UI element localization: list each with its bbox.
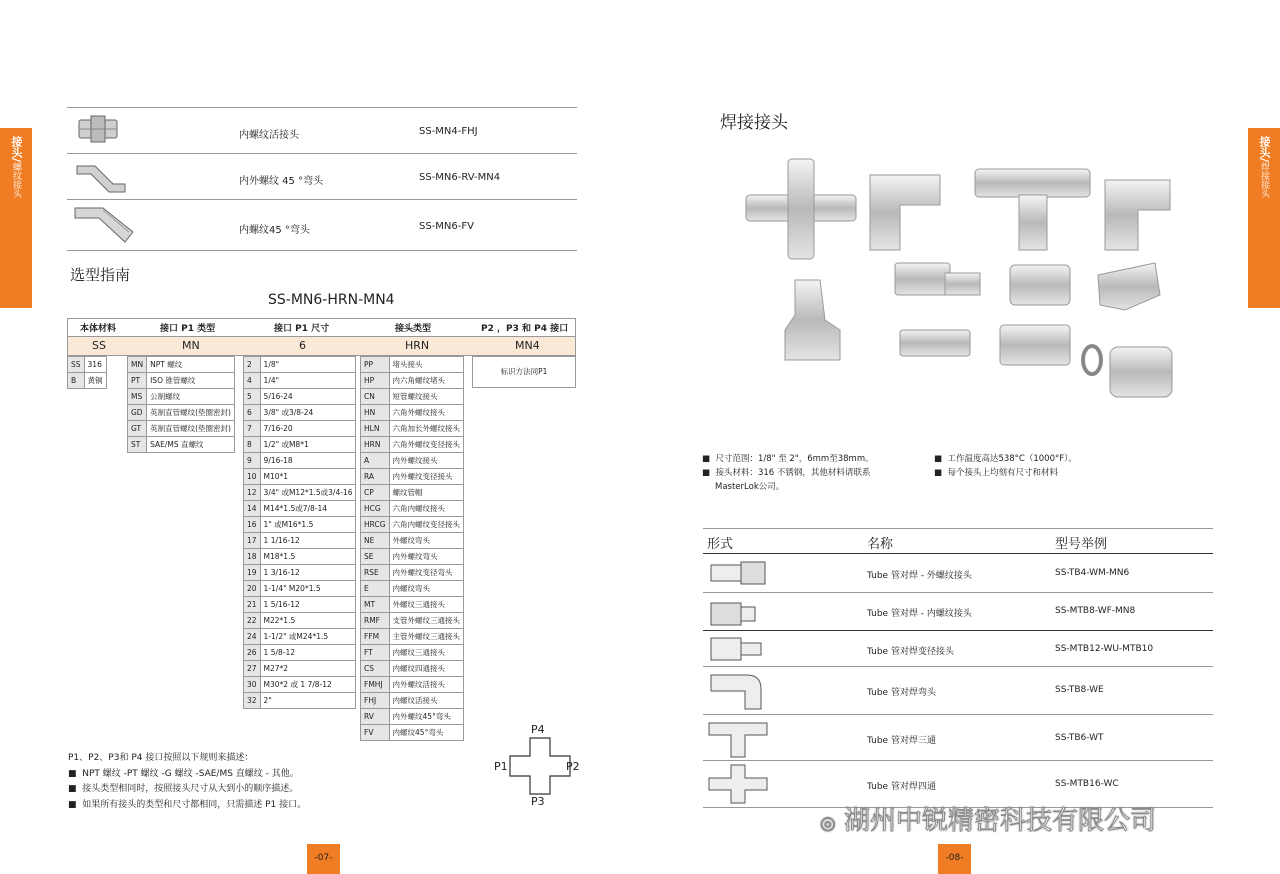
table-row xyxy=(361,501,464,517)
spec-text: 接头材料：316 不锈钢，其他材料请联系 xyxy=(715,468,871,478)
note-text: 接头类型相同时，按照接头尺寸从大到小的顺序描述。 xyxy=(82,784,299,794)
code-cell: B xyxy=(68,373,85,389)
desc-cell: 1 5/8-12 xyxy=(260,645,356,661)
tube-weld-reducer-icon xyxy=(707,635,769,663)
desc-cell: M27*2 xyxy=(260,661,356,677)
table-row xyxy=(361,421,464,437)
code-cell: GD xyxy=(128,405,147,421)
table-row xyxy=(703,666,1213,715)
desc-cell: 1 1/16-12 xyxy=(260,533,356,549)
watermark xyxy=(820,800,1156,837)
table-row xyxy=(361,677,464,693)
gasket-photo xyxy=(1083,346,1101,374)
right-page xyxy=(640,0,1280,874)
code-cell: CS xyxy=(361,661,390,677)
table-row xyxy=(244,469,356,485)
table-row xyxy=(244,693,356,709)
spec-text: MasterLok公司。 xyxy=(715,482,785,492)
table-row xyxy=(361,469,464,485)
table-row xyxy=(244,677,356,693)
desc-cell: 英制直管螺纹(垫圈密封) xyxy=(147,421,235,437)
notes-intro: P1、P2、P3和 P4 接口按照以下规则来描述： xyxy=(68,753,254,763)
side-tab-main: 接头/ xyxy=(1258,136,1271,163)
table-row xyxy=(244,549,356,565)
code-cell: PT xyxy=(128,373,147,389)
port-label-p2: P2 xyxy=(566,760,580,773)
product-name: 内螺纹45 °弯头 xyxy=(239,225,310,236)
desc-cell: 内外螺纹弯头 xyxy=(389,549,464,565)
desc-cell: 1/4" xyxy=(260,373,356,389)
table-row xyxy=(361,437,464,453)
desc-cell: 公制螺纹 xyxy=(147,389,235,405)
row-name: Tube 管对焊 - 外螺纹接头 xyxy=(867,571,972,581)
header-model: 型号举例 xyxy=(1055,537,1108,552)
row-name: Tube 管对焊弯头 xyxy=(867,688,936,698)
code-cell: HRN xyxy=(361,437,390,453)
table-row xyxy=(244,565,356,581)
code-cell: RMF xyxy=(361,613,390,629)
code-cell: RA xyxy=(361,469,390,485)
male-connector-photo xyxy=(895,263,980,295)
table-row xyxy=(128,357,235,373)
table-row xyxy=(361,693,464,709)
header-fitting-type: 接头类型 xyxy=(395,324,432,334)
product-name: 内螺纹活接头 xyxy=(239,130,299,141)
desc-cell: 316 xyxy=(84,357,106,373)
product-code: SS-MN4-FHJ xyxy=(419,126,478,137)
spec-text: 工作温度高达538°C（1000°F）。 xyxy=(947,454,1077,464)
tee-fitting-photo xyxy=(975,169,1090,250)
table-row xyxy=(361,645,464,661)
table-row xyxy=(244,485,356,501)
code-cell: 19 xyxy=(244,565,261,581)
union-fitting-icon xyxy=(73,114,123,147)
row-code: SS-MTB12-WU-MTB10 xyxy=(1055,644,1154,654)
table-row xyxy=(244,405,356,421)
tube-weld-cross-icon xyxy=(707,763,769,805)
desc-cell: 内外螺纹接头 xyxy=(389,453,464,469)
code-cell: 9 xyxy=(244,453,261,469)
desc-cell: 英制直管螺纹(垫圈密封) xyxy=(147,405,235,421)
code-cell: RSE xyxy=(361,565,390,581)
elbow-45-male-female-icon xyxy=(73,158,129,197)
code-cell: ST xyxy=(128,437,147,453)
specs-left xyxy=(702,452,874,494)
desc-cell: 堵头接头 xyxy=(389,357,464,373)
welded-fittings-title: 焊接接头 xyxy=(720,113,788,133)
code-cell: CN xyxy=(361,389,390,405)
code-cell: MT xyxy=(361,597,390,613)
side-tab-right xyxy=(1248,128,1280,308)
desc-cell: NPT 螺纹 xyxy=(147,357,235,373)
material-column xyxy=(67,356,107,389)
desc-cell: SAE/MS 直螺纹 xyxy=(147,437,235,453)
row-code: SS-TB8-WE xyxy=(1055,685,1104,695)
notes xyxy=(68,751,306,813)
side-tab-main: 接头/ xyxy=(10,136,23,163)
desc-cell: 1 5/16-12 xyxy=(260,597,356,613)
spec-text: 尺寸范围：1/8" 至 2"，6mm至38mm。 xyxy=(715,454,874,464)
example-p234: MN4 xyxy=(515,339,540,352)
product-row xyxy=(67,153,577,200)
reducer-photo xyxy=(785,280,840,360)
desc-cell: M14*1.5或7/8-14 xyxy=(260,501,356,517)
table-row xyxy=(128,437,235,453)
threaded-elbow-photo xyxy=(1105,180,1170,250)
desc-cell: 内螺纹弯头 xyxy=(389,581,464,597)
desc-cell: 9/16-18 xyxy=(260,453,356,469)
code-cell: 5 xyxy=(244,389,261,405)
nut-photo xyxy=(1110,347,1172,397)
table-row xyxy=(244,389,356,405)
row-name: Tube 管对焊四通 xyxy=(867,782,936,792)
header-p1-size: 接口 P1 尺寸 xyxy=(274,324,330,334)
table-row xyxy=(361,581,464,597)
p1-type-column xyxy=(127,356,235,453)
table-row xyxy=(361,533,464,549)
table-row xyxy=(361,485,464,501)
code-cell: 30 xyxy=(244,677,261,693)
table-row xyxy=(361,549,464,565)
code-cell: 10 xyxy=(244,469,261,485)
table-row xyxy=(244,421,356,437)
desc-cell: M18*1.5 xyxy=(260,549,356,565)
table-row xyxy=(244,581,356,597)
code-cell: HRCG xyxy=(361,517,390,533)
table-row xyxy=(703,592,1213,631)
short-tube-photo xyxy=(900,330,970,356)
code-cell: 14 xyxy=(244,501,261,517)
table-row xyxy=(68,357,107,373)
desc-cell: 内螺纹四通接头 xyxy=(389,661,464,677)
port-label-p3: P3 xyxy=(531,795,545,808)
page-number-left: -07- xyxy=(307,844,340,874)
side-tab-sub: 焊接接头 xyxy=(1259,162,1269,199)
code-cell: 17 xyxy=(244,533,261,549)
spec-item: ■ 工作温度高达538°C（1000°F）。 xyxy=(934,454,1077,464)
desc-cell: 1-1/2" 或M24*1.5 xyxy=(260,629,356,645)
row-code: SS-MTB16-WC xyxy=(1055,779,1119,789)
code-cell: E xyxy=(361,581,390,597)
desc-cell: 螺纹管帽 xyxy=(389,485,464,501)
fitting-type-column xyxy=(360,356,464,741)
table-row xyxy=(244,357,356,373)
table-row xyxy=(361,725,464,741)
table-row xyxy=(244,645,356,661)
wechat-icon: ◎ xyxy=(820,813,836,834)
spec-item xyxy=(702,480,874,494)
desc-cell: 2" xyxy=(260,693,356,709)
table-row xyxy=(361,709,464,725)
spec-item: ■ 尺寸范围：1/8" 至 2"，6mm至38mm。 xyxy=(702,454,874,464)
code-cell: 32 xyxy=(244,693,261,709)
desc-cell: 内螺纹活接头 xyxy=(389,693,464,709)
desc-cell: 主管外螺纹三通接头 xyxy=(389,629,464,645)
code-cell: HCG xyxy=(361,501,390,517)
spec-text: 每个接头上均刻有尺寸和材料 xyxy=(947,468,1058,478)
spec-item: ■ 接头材料：316 不锈钢，其他材料请联系 xyxy=(702,468,871,478)
code-cell: CP xyxy=(361,485,390,501)
header-name: 名称 xyxy=(867,537,894,552)
spec-item: ■ 每个接头上均刻有尺寸和材料 xyxy=(934,468,1058,478)
code-cell: 12 xyxy=(244,485,261,501)
desc-cell: 支管外螺纹三通接头 xyxy=(389,613,464,629)
code-cell: FMHJ xyxy=(361,677,390,693)
selection-table-example-row xyxy=(67,336,576,356)
desc-cell: 六角内螺纹接头 xyxy=(389,501,464,517)
desc-cell: 外螺纹弯头 xyxy=(389,533,464,549)
example-p1-size: 6 xyxy=(299,339,306,352)
desc-cell: 内外螺纹活接头 xyxy=(389,677,464,693)
desc-cell: 黄铜 xyxy=(84,373,106,389)
header-form: 形式 xyxy=(707,537,734,552)
elbow-45-female-icon xyxy=(73,204,137,247)
table-row xyxy=(244,597,356,613)
table-row xyxy=(128,405,235,421)
desc-cell: 外螺纹三通接头 xyxy=(389,597,464,613)
product-row xyxy=(67,199,577,251)
table-row xyxy=(128,421,235,437)
desc-cell: 六角内螺纹变径接头 xyxy=(389,517,464,533)
table-row xyxy=(361,389,464,405)
desc-cell: 1 3/16-12 xyxy=(260,565,356,581)
table-row xyxy=(244,629,356,645)
code-cell: HP xyxy=(361,373,390,389)
code-cell: MN xyxy=(128,357,147,373)
table-row xyxy=(361,373,464,389)
table-row xyxy=(361,613,464,629)
desc-cell: 内六角螺纹堵头 xyxy=(389,373,464,389)
port-cross-diagram xyxy=(494,722,586,808)
code-cell: RV xyxy=(361,709,390,725)
tube-weld-female-connector-icon xyxy=(707,599,769,627)
code-cell: 2 xyxy=(244,357,261,373)
product-row xyxy=(67,107,577,154)
note-bullet: ■ NPT 螺纹 -PT 螺纹 -G 螺纹 -SAE/MS 直螺纹 - 其他。 xyxy=(68,768,299,779)
code-cell: HLN xyxy=(361,421,390,437)
desc-cell: M22*1.5 xyxy=(260,613,356,629)
product-code: SS-MN6-FV xyxy=(419,221,474,232)
desc-cell: 内螺纹三通接头 xyxy=(389,645,464,661)
watermark-text: 湖州中锐精密科技有限公司 xyxy=(843,806,1156,836)
table-row xyxy=(244,453,356,469)
table-row xyxy=(244,613,356,629)
code-cell: MS xyxy=(128,389,147,405)
desc-cell: 六角外螺纹变径接头 xyxy=(389,437,464,453)
code-cell: FV xyxy=(361,725,390,741)
desc-cell: 1/2" 或M8*1 xyxy=(260,437,356,453)
header-material: 本体材料 xyxy=(80,324,117,334)
code-cell: FT xyxy=(361,645,390,661)
code-cell: GT xyxy=(128,421,147,437)
welded-fittings-photo xyxy=(740,155,1200,415)
example-p1-type: MN xyxy=(182,339,200,352)
row-code: SS-TB6-WT xyxy=(1055,733,1104,743)
p1-size-column xyxy=(243,356,356,709)
desc-cell: 六角加长外螺纹接头 xyxy=(389,421,464,437)
code-cell: 24 xyxy=(244,629,261,645)
desc-cell: 7/16-20 xyxy=(260,421,356,437)
table-row xyxy=(361,453,464,469)
code-cell: 26 xyxy=(244,645,261,661)
table-row xyxy=(361,565,464,581)
code-cell: 20 xyxy=(244,581,261,597)
desc-cell: 内外螺纹变径接头 xyxy=(389,469,464,485)
female-connector-photo xyxy=(1010,265,1070,305)
guide-title: 选型指南 xyxy=(70,266,131,284)
table-row xyxy=(244,661,356,677)
code-cell: A xyxy=(361,453,390,469)
hex-nipple-photo xyxy=(1000,325,1070,365)
tube-weld-elbow-icon xyxy=(707,671,769,711)
cross-fitting-photo xyxy=(746,159,856,259)
tube-weld-male-connector-icon xyxy=(707,558,769,586)
desc-cell: 六角外螺纹接头 xyxy=(389,405,464,421)
part-number-example: SS-MN6-HRN-MN4 xyxy=(268,292,395,308)
table-row xyxy=(361,597,464,613)
side-tab-sub: 螺纹接头 xyxy=(11,162,21,199)
product-code: SS-MN6-RV-MN4 xyxy=(419,172,501,183)
row-name: Tube 管对焊三通 xyxy=(867,736,936,746)
table-row xyxy=(361,357,464,373)
code-cell: FFM xyxy=(361,629,390,645)
p234-note: 标识方法同P1 xyxy=(472,356,576,388)
code-cell: PP xyxy=(361,357,390,373)
desc-cell: 3/8" 或3/8-24 xyxy=(260,405,356,421)
code-cell: NE xyxy=(361,533,390,549)
table-row xyxy=(244,437,356,453)
table-row xyxy=(244,517,356,533)
side-tab-left xyxy=(0,128,32,308)
table-row xyxy=(703,714,1213,761)
table-row xyxy=(361,405,464,421)
row-name: Tube 管对焊 - 内螺纹接头 xyxy=(867,609,972,619)
code-cell: HN xyxy=(361,405,390,421)
elbow-fitting-photo xyxy=(870,175,940,250)
note-text: NPT 螺纹 -PT 螺纹 -G 螺纹 -SAE/MS 直螺纹 - 其他。 xyxy=(82,768,299,779)
table-row xyxy=(244,373,356,389)
note-bullet: ■ 接头类型相同时，按照接头尺寸从大到小的顺序描述。 xyxy=(68,784,299,794)
desc-cell: 内外螺纹45°弯头 xyxy=(389,709,464,725)
code-cell: 7 xyxy=(244,421,261,437)
table-row xyxy=(128,373,235,389)
table-row xyxy=(361,629,464,645)
code-cell: 27 xyxy=(244,661,261,677)
table-row xyxy=(68,373,107,389)
desc-cell: M10*1 xyxy=(260,469,356,485)
table-row xyxy=(244,501,356,517)
tube-weld-tee-icon xyxy=(707,719,769,759)
row-code: SS-MTB8-WF-MN8 xyxy=(1055,606,1136,616)
hex-elbow-photo xyxy=(1098,263,1160,310)
selection-table-header xyxy=(67,318,576,337)
product-name: 内外螺纹 45 °弯头 xyxy=(239,176,324,187)
table-row xyxy=(244,533,356,549)
table-row xyxy=(128,389,235,405)
header-p1-type: 接口 P1 类型 xyxy=(160,324,216,334)
code-cell: 21 xyxy=(244,597,261,613)
port-label-p4: P4 xyxy=(531,723,545,736)
desc-cell: 1" 或M16*1.5 xyxy=(260,517,356,533)
table-row xyxy=(361,517,464,533)
page-number-right: -08- xyxy=(938,844,971,874)
code-cell: 16 xyxy=(244,517,261,533)
code-cell: 4 xyxy=(244,373,261,389)
desc-cell: M30*2 或 1 7/8-12 xyxy=(260,677,356,693)
code-cell: 18 xyxy=(244,549,261,565)
desc-cell: 3/4" 或M12*1.5或3/4-16 xyxy=(260,485,356,501)
welded-table-header xyxy=(703,528,1213,554)
desc-cell: 1-1/4" M20*1.5 xyxy=(260,581,356,597)
desc-cell: 5/16-24 xyxy=(260,389,356,405)
desc-cell: 内螺纹45°弯头 xyxy=(389,725,464,741)
header-p234: P2 ，P3 和 P4 接口 xyxy=(481,324,569,334)
code-cell: 6 xyxy=(244,405,261,421)
desc-cell: 内外螺纹变径弯头 xyxy=(389,565,464,581)
specs-right xyxy=(934,452,1077,480)
desc-cell: 1/8" xyxy=(260,357,356,373)
example-fitting-type: HRN xyxy=(405,339,430,352)
code-cell: 8 xyxy=(244,437,261,453)
code-cell: SS xyxy=(68,357,85,373)
desc-cell: 短管螺纹接头 xyxy=(389,389,464,405)
code-cell: 22 xyxy=(244,613,261,629)
example-material: SS xyxy=(92,339,106,352)
table-row xyxy=(703,552,1213,592)
table-row xyxy=(703,630,1213,667)
code-cell: SE xyxy=(361,549,390,565)
note-text: 如果所有接头的类型和尺寸都相同，只需描述 P1 接口。 xyxy=(82,799,307,810)
table-row xyxy=(361,661,464,677)
desc-cell: ISO 锥管螺纹 xyxy=(147,373,235,389)
code-cell: FHJ xyxy=(361,693,390,709)
row-code: SS-TB4-WM-MN6 xyxy=(1055,568,1130,578)
row-name: Tube 管对焊变径接头 xyxy=(867,647,954,657)
port-label-p1: P1 xyxy=(494,760,508,773)
note-bullet: ■ 如果所有接头的类型和尺寸都相同，只需描述 P1 接口。 xyxy=(68,799,307,810)
